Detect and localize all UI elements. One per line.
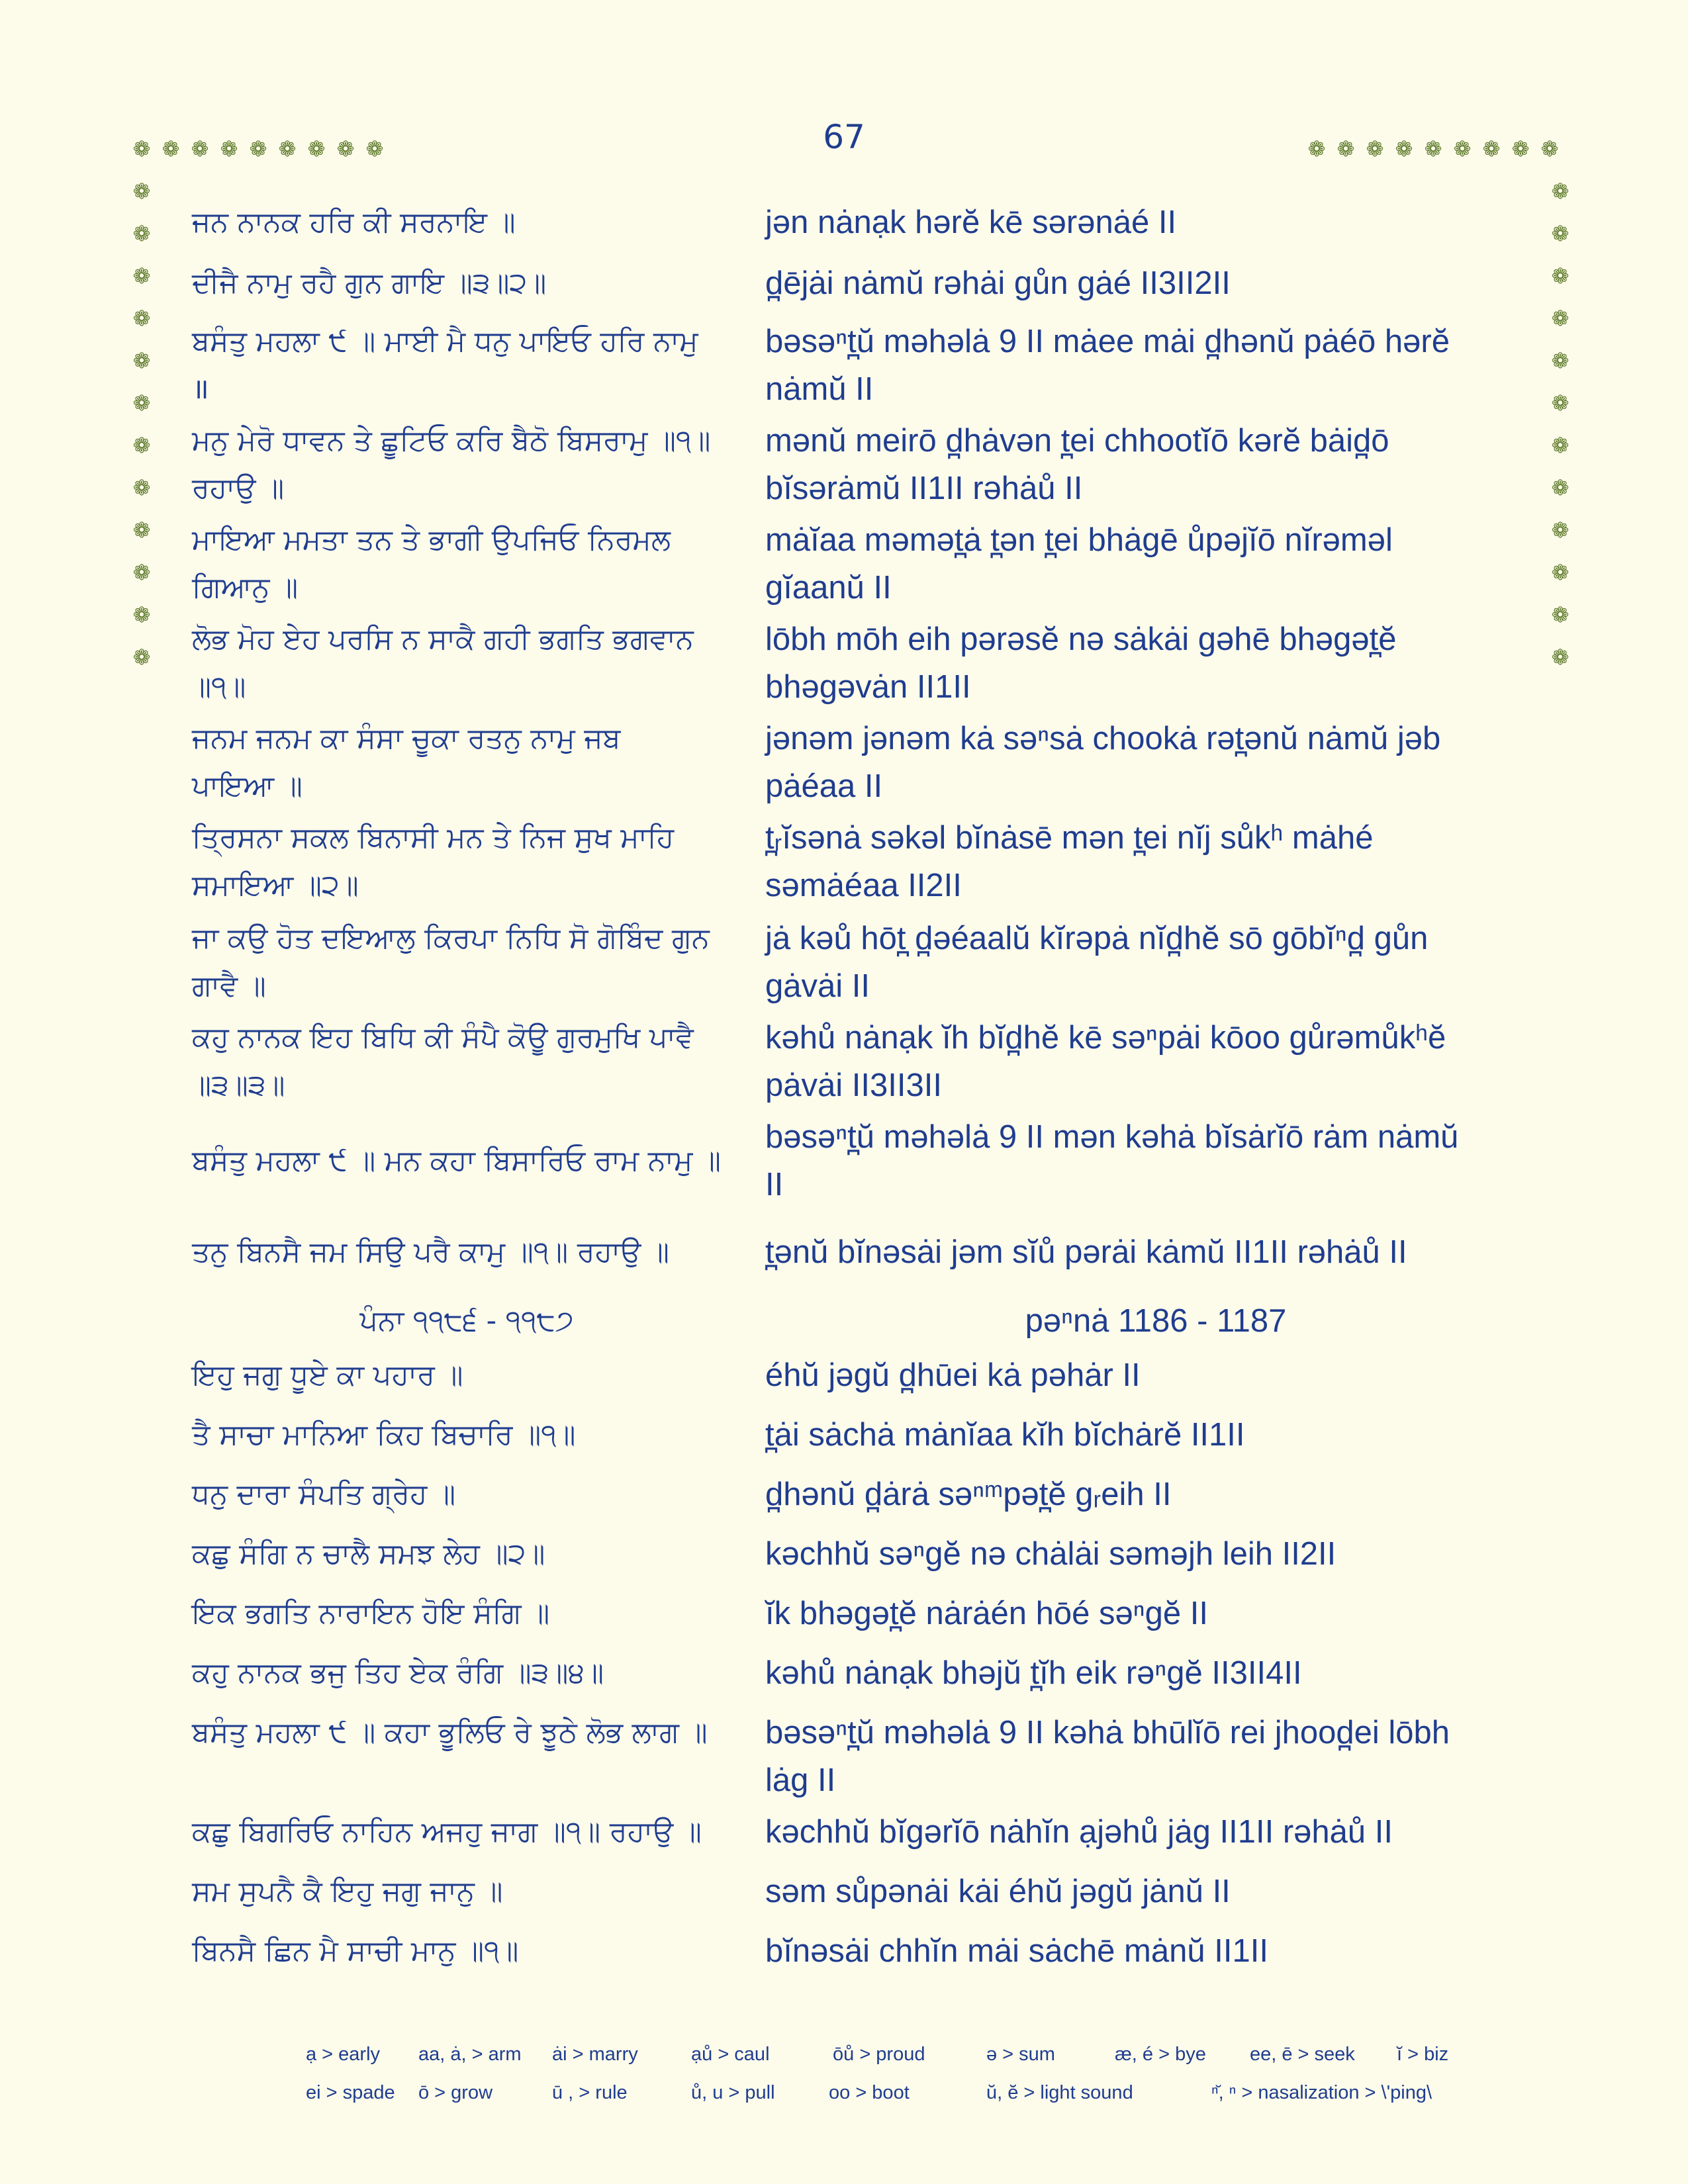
legend-item: aa, ȧ, > arm [418, 2044, 522, 2065]
flower-icon: ❁ [1307, 136, 1326, 161]
gurmukhi-line: ਬਸੰਤੁ ਮਹਲਾ ੯ ॥ ਮਨ ਕਹਾ ਬਿਸਾਰਿਓ ਰਾਮ ਨਾਮੁ ॥ [192, 1144, 722, 1177]
flower-icon: ❁ [1551, 602, 1570, 627]
legend-item: ạů > caul [691, 2044, 770, 2065]
gurmukhi-line-cont: ॥ [192, 373, 209, 406]
legend-item: ů, u > pull [691, 2082, 775, 2103]
flower-icon: ❁ [132, 263, 151, 289]
legend-item: ⁿ̆, ⁿ > nasalization > \'ping\ [1211, 2082, 1432, 2103]
transliteration-line: lōbh mōh eih pərəsĕ nə sȧkȧi gəhē bhəgət̪ĕ [765, 621, 1397, 657]
transliteration-line: mənŭ meirō d̪hȧvən t̪ei chhootĭō kərĕ bȧid̪ō [765, 423, 1389, 459]
gurmukhi-line-cont: ਗਿਆਨੁ ॥ [192, 571, 299, 604]
gurmukhi-line: ਤ੍ਰਿਸਨਾ ਸਕਲ ਬਿਨਾਸੀ ਮਨ ਤੇ ਨਿਜ ਸੁਖ ਮਾਹਿ [192, 821, 675, 854]
transliteration-line: d̪hənŭ d̪ȧrȧ səⁿᵐpət̪ĕ gᵣeih II [765, 1477, 1172, 1512]
flower-icon: ❁ [1540, 136, 1559, 161]
transliteration-line: bĭnəsȧi chhĭn mȧi sȧchē mȧnŭ II1II [765, 1933, 1268, 1969]
gurmukhi-line: ਕਹੁ ਨਾਨਕ ਭਜੁ ਤਿਹ ਏਕ ਰੰਗਿ ॥੩॥੪॥ [192, 1657, 604, 1690]
flower-icon: ❁ [1551, 263, 1570, 289]
legend-item: ȧi > marry [552, 2044, 638, 2065]
gurmukhi-line-cont: ਪਾਇਆ ॥ [192, 770, 303, 803]
transliteration-line: t̪ȧi sȧchȧ mȧnĭaa kĭh bĭchȧrĕ II1II [765, 1417, 1245, 1453]
flower-icon: ❁ [1551, 518, 1570, 543]
flower-icon: ❁ [132, 560, 151, 585]
gurmukhi-line: ਤੈ ਸਾਚਾ ਮਾਨਿਆ ਕਿਹ ਬਿਚਾਰਿ ॥੧॥ [192, 1418, 576, 1451]
gurmukhi-line: ਲੋਭ ਮੋਹ ਏਹ ਪਰਸਿ ਨ ਸਾਕੈ ਗਹੀ ਭਗਤਿ ਭਗਵਾਨ [192, 623, 694, 656]
transliteration-line: jənəm jənəm kȧ səⁿsȧ chookȧ rət̪ənŭ nȧmŭ jəb [765, 721, 1441, 756]
gurmukhi-line: ਮਾਇਆ ਮਮਤਾ ਤਨ ਤੇ ਭਾਗੀ ਉਪਜਿਓ ਨਿਰਮਲ [192, 523, 671, 557]
legend-item: ō > grow [418, 2082, 493, 2103]
legend-item: ĭ > biz [1397, 2044, 1449, 2065]
transliteration-line-cont: bhəgəvȧn II1II [765, 669, 971, 705]
legend-item: æ, é > bye [1115, 2044, 1206, 2065]
transliteration-line-cont: lȧg II [765, 1762, 836, 1798]
legend-item: ei > spade [306, 2082, 395, 2103]
flower-icon: ❁ [132, 136, 151, 161]
flower-icon: ❁ [191, 136, 209, 161]
gurmukhi-line: ਬਸੰਤੁ ਮਹਲਾ ੯ ॥ ਮਾਈ ਮੈ ਧਨੁ ਪਾਇਓ ਹਰਿ ਨਾਮੁ [192, 325, 698, 358]
gurmukhi-line: ਜਾ ਕਉ ਹੋਤ ਦਇਆਲੁ ਕਿਰਪਾ ਨਿਧਿ ਸੋ ਗੋਬਿੰਦ ਗੁਨ [192, 922, 710, 955]
transliteration-line: kəchhŭ bĭgərĭō nȧhĭn ạjəhů jȧg II1II rəhȧů II [765, 1814, 1393, 1850]
gurmukhi-line-cont: ਗਾਵੈ ॥ [192, 970, 266, 1003]
transliteration-line-cont: gĭaanŭ II [765, 570, 892, 606]
gurmukhi-line-cont: ॥੩॥੩॥ [192, 1069, 285, 1102]
transliteration-line-cont: gȧvȧi II [765, 968, 870, 1004]
transliteration-line-cont: pȧéaa II [765, 768, 883, 804]
flower-icon: ❁ [1366, 136, 1384, 161]
gurmukhi-line: ਧਨੁ ਦਾਰਾ ਸੰਪਤਿ ਗ੍ਰੇਹ ॥ [192, 1478, 456, 1511]
legend-item: ū , > rule [552, 2082, 628, 2103]
transliteration-line: kəchhŭ səⁿgĕ nə chȧlȧi səməjh leih II2II [765, 1536, 1336, 1572]
transliteration-line-cont: səmȧéaa II2II [765, 868, 962, 903]
flower-icon: ❁ [365, 136, 384, 161]
gurmukhi-line: ਬਸੰਤੁ ਮਹਲਾ ੯ ॥ ਕਹਾ ਭੂਲਿਓ ਰੇ ਝੂਠੇ ਲੋਭ ਲਾਗ ॥ [192, 1716, 708, 1749]
flower-icon: ❁ [1551, 645, 1570, 670]
transliteration-line: mȧĭaa məmət̪ȧ t̪ən t̪ei bhȧgē ůpəjĭō nĭrəməl [765, 522, 1393, 558]
flower-icon: ❁ [278, 136, 297, 161]
flower-icon: ❁ [132, 348, 151, 373]
flower-icon: ❁ [1424, 136, 1442, 161]
flower-icon: ❁ [1551, 348, 1570, 373]
flower-icon: ❁ [132, 179, 151, 204]
gurmukhi-line: ਤਨੁ ਬਿਨਸੈ ਜਮ ਸਿਉ ਪਰੈ ਕਾਮੁ ॥੧॥ ਰਹਾਉ ॥ [192, 1236, 669, 1269]
flower-icon: ❁ [162, 136, 180, 161]
transliteration-page-reference: pəⁿnȧ 1186 - 1187 [1025, 1303, 1287, 1339]
transliteration-line: bəsəⁿt̪ŭ məhəlȧ 9 II kəhȧ bhūlĭō rei jhood̪ei lōbh [765, 1715, 1450, 1751]
page-number: 67 [823, 118, 865, 156]
flower-icon: ❁ [132, 433, 151, 458]
transliteration-line: t̪ᵣĭsənȧ səkəl bĭnȧsē mən t̪ei nĭj sůkʰ mȧhé [765, 820, 1374, 856]
flower-icon: ❁ [1336, 136, 1355, 161]
gurmukhi-line: ਇਕ ਭਗਤਿ ਨਾਰਾਇਨ ਹੋਇ ਸੰਗਿ ॥ [192, 1597, 550, 1630]
flower-icon: ❁ [132, 221, 151, 246]
flower-icon: ❁ [132, 475, 151, 500]
flower-icon: ❁ [1511, 136, 1530, 161]
gurmukhi-line: ਜਨ ਨਾਨਕ ਹਰਿ ਕੀ ਸਰਨਾਇ ॥ [192, 206, 516, 239]
gurmukhi-line: ਕਛੁ ਬਿਗਰਿਓ ਨਾਹਿਨ ਅਜਹੁ ਜਾਗ ॥੧॥ ਰਹਾਉ ॥ [192, 1815, 702, 1848]
flower-icon: ❁ [249, 136, 267, 161]
transliteration-line-cont: nȧmŭ II [765, 371, 874, 407]
transliteration-line: éhŭ jəgŭ d̪hūei kȧ pəhȧr II [765, 1357, 1141, 1393]
legend-item: ə > sum [986, 2044, 1055, 2065]
gurmukhi-line: ਬਿਨਸੈ ਛਿਨ ਮੈ ਸਾਚੀ ਮਾਨੁ ॥੧॥ [192, 1934, 519, 1968]
gurmukhi-line: ਸਮ ਸੁਪਨੈ ਕੈ ਇਹੁ ਜਗੁ ਜਾਨੁ ॥ [192, 1875, 503, 1908]
gurmukhi-line: ਮਨੁ ਮੇਰੋ ਧਾਵਨ ਤੇ ਛੂਟਿਓ ਕਰਿ ਬੈਠੋ ਬਿਸਰਾਮੁ ॥੧॥ [192, 424, 711, 457]
flower-icon: ❁ [1551, 306, 1570, 331]
transliteration-line: bəsəⁿt̪ŭ məhəlȧ 9 II mȧee mȧi d̪hənŭ pȧéō hərĕ [765, 324, 1450, 359]
transliteration-line: ĭk bhəgət̪ĕ nȧrȧén hōé səⁿgĕ II [765, 1596, 1208, 1631]
transliteration-line: kəhů nȧnạk bhəjŭ t̪ĭh eik rəⁿgĕ II3II4II [765, 1655, 1302, 1691]
gurmukhi-line: ਜਨਮ ਜਨਮ ਕਾ ਸੰਸਾ ਚੂਕਾ ਰਤਨੁ ਨਾਮੁ ਜਬ [192, 722, 621, 755]
flower-icon: ❁ [1551, 179, 1570, 204]
gurmukhi-line: ਦੀਜੈ ਨਾਮੁ ਰਹੈ ਗੁਨ ਗਾਇ ॥੩॥੨॥ [192, 267, 547, 300]
transliteration-line: t̪ənŭ bĭnəsȧi jəm sĭů pərȧi kȧmŭ II1II rəhȧů II [765, 1234, 1407, 1270]
flower-icon: ❁ [307, 136, 326, 161]
flower-icon: ❁ [1551, 390, 1570, 416]
transliteration-line: bəsəⁿt̪ŭ məhəlȧ 9 II mən kəhȧ bĭsȧrĭō rȧm nȧmŭ [765, 1119, 1459, 1155]
flower-icon: ❁ [132, 518, 151, 543]
transliteration-line-cont: II [765, 1167, 784, 1203]
flower-icon: ❁ [1453, 136, 1472, 161]
transliteration-line: səm sůpənȧi kȧi éhŭ jəgŭ jȧnŭ II [765, 1874, 1231, 1909]
flower-icon: ❁ [1551, 475, 1570, 500]
transliteration-line: kəhů nȧnạk ĭh bĭd̪hĕ kē səⁿpȧi kōoo gůrəmůkʰĕ [765, 1020, 1446, 1056]
flower-icon: ❁ [1551, 221, 1570, 246]
gurmukhi-line-cont: ਰਹਾਉ ॥ [192, 472, 285, 505]
transliteration-line-cont: bĭsərȧmŭ II1II rəhȧů II [765, 471, 1083, 506]
flower-icon: ❁ [132, 306, 151, 331]
gurmukhi-line-cont: ਸਮਾਇਆ ॥੨॥ [192, 869, 359, 902]
legend-item: ŭ, ĕ > light sound [986, 2082, 1133, 2103]
flower-icon: ❁ [1551, 560, 1570, 585]
transliteration-line-cont: pȧvȧi II3II3II [765, 1068, 942, 1103]
flower-icon: ❁ [132, 645, 151, 670]
flower-icon: ❁ [336, 136, 355, 161]
gurmukhi-line: ਕਹੁ ਨਾਨਕ ਇਹ ਬਿਧਿ ਕੀ ਸੰਪੈ ਕੋਊ ਗੁਰਮੁਖਿ ਪਾਵੈ [192, 1021, 694, 1054]
legend-item: ạ > early [306, 2044, 381, 2065]
flower-icon: ❁ [1395, 136, 1413, 161]
gurmukhi-line-cont: ॥੧॥ [192, 670, 246, 704]
legend-item: ee, ē > seek [1250, 2044, 1355, 2065]
transliteration-line: d̪ējȧi nȧmŭ rəhȧi gůn gȧé II3II2II [765, 265, 1231, 301]
gurmukhi-line: ਕਛੁ ਸੰਗਿ ਨ ਚਾਲੈ ਸਮਝ ਲੇਹ ॥੨॥ [192, 1537, 545, 1570]
legend-item: ōů > proud [833, 2044, 925, 2065]
flower-icon: ❁ [1551, 433, 1570, 458]
transliteration-line: jən nȧnạk hərĕ kē sərənȧé II [765, 205, 1177, 240]
gurmukhi-page-reference: ਪੰਨਾ ੧੧੮੬ - ੧੧੮੭ [359, 1304, 574, 1338]
gurmukhi-line: ਇਹੁ ਜਗੁ ਧੂਏ ਕਾ ਪਹਾਰ ॥ [192, 1359, 463, 1392]
legend-item: oo > boot [829, 2082, 910, 2103]
flower-icon: ❁ [132, 390, 151, 416]
flower-icon: ❁ [220, 136, 238, 161]
transliteration-line: jȧ kəů hōt̪ d̪əéaalŭ kĭrəpȧ nĭd̪hĕ sō gōbĭⁿd̪ gůn [765, 921, 1429, 956]
flower-icon: ❁ [132, 602, 151, 627]
flower-icon: ❁ [1482, 136, 1501, 161]
